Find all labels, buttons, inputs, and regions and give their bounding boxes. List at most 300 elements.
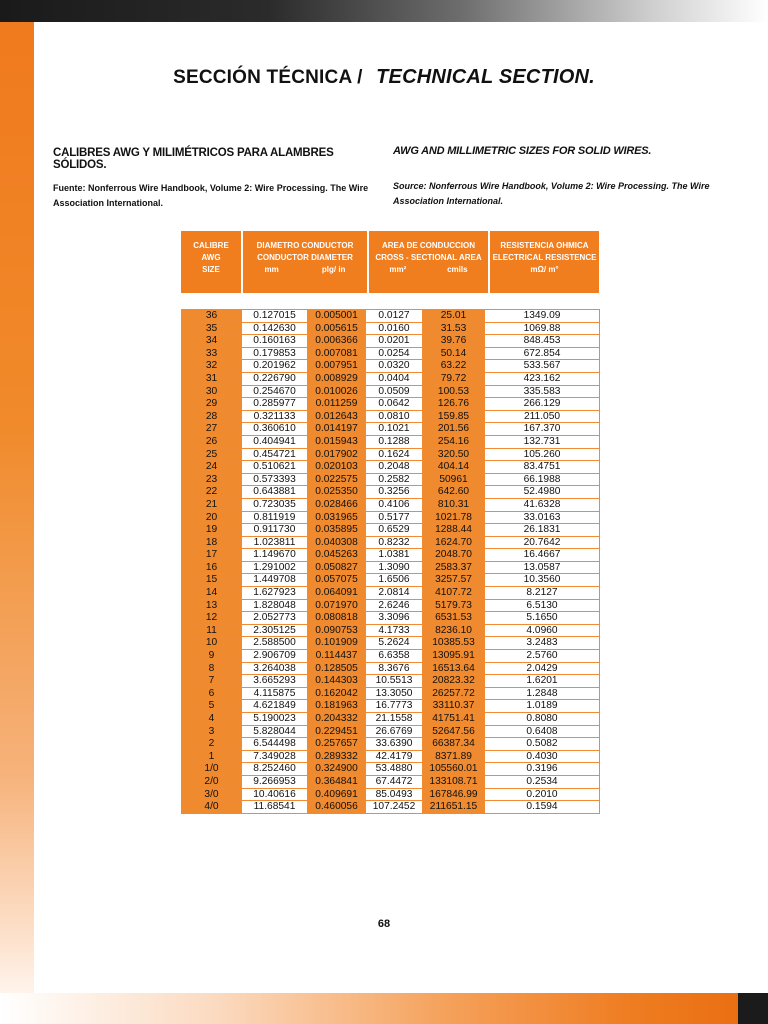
- cell-area-mm2: 2.6246: [366, 599, 423, 612]
- table-row: [182, 385, 600, 398]
- table-row: [182, 461, 600, 474]
- cell-diameter-mm: 2.906709: [242, 650, 308, 663]
- cell-area-mm2: 0.3256: [366, 486, 423, 499]
- cell-diameter-mm: 3.665293: [242, 675, 308, 688]
- table-row: [182, 599, 600, 612]
- cell-diameter-mm: 2.588500: [242, 637, 308, 650]
- cell-area-cmils: 31.53: [423, 322, 485, 335]
- cell-resistance: 266.129: [485, 398, 600, 411]
- header-calibre-line3: SIZE: [202, 265, 220, 274]
- cell-area-mm2: 5.2624: [366, 637, 423, 650]
- cell-diameter-in: 0.015943: [308, 435, 366, 448]
- cell-area-cmils: 254.16: [423, 435, 485, 448]
- top-gradient-band: [0, 0, 768, 22]
- cell-awg: 13: [182, 599, 242, 612]
- cell-area-cmils: 2048.70: [423, 549, 485, 562]
- cell-resistance: 105.260: [485, 448, 600, 461]
- cell-diameter-mm: 0.226790: [242, 372, 308, 385]
- cell-awg: 24: [182, 461, 242, 474]
- cell-resistance: 2.5760: [485, 650, 600, 663]
- cell-diameter-in: 0.005615: [308, 322, 366, 335]
- cell-diameter-in: 0.162042: [308, 687, 366, 700]
- cell-area-cmils: 10385.53: [423, 637, 485, 650]
- cell-area-cmils: 33110.37: [423, 700, 485, 713]
- cell-diameter-mm: 1.291002: [242, 561, 308, 574]
- table-row: [182, 738, 600, 751]
- cell-resistance: 1.2848: [485, 687, 600, 700]
- table-row: [182, 360, 600, 373]
- cell-awg: 6: [182, 687, 242, 700]
- cell-area-mm2: 0.4106: [366, 498, 423, 511]
- table-row: [182, 662, 600, 675]
- cell-resistance: 5.1650: [485, 612, 600, 625]
- cell-area-cmils: 66387.34: [423, 738, 485, 751]
- cell-area-mm2: 13.3050: [366, 687, 423, 700]
- cell-awg: 27: [182, 423, 242, 436]
- cell-diameter-mm: 6.544498: [242, 738, 308, 751]
- table-row: [182, 750, 600, 763]
- table-row: [182, 700, 600, 713]
- cell-area-cmils: 1288.44: [423, 524, 485, 537]
- cell-area-mm2: 21.1558: [366, 713, 423, 726]
- left-orange-band: [0, 22, 34, 1024]
- cell-awg: 4/0: [182, 801, 242, 814]
- table-row: [182, 335, 600, 348]
- cell-diameter-mm: 1.449708: [242, 574, 308, 587]
- bottom-orange-band: [0, 993, 738, 1024]
- cell-area-mm2: 0.0509: [366, 385, 423, 398]
- cell-awg: 18: [182, 536, 242, 549]
- cell-diameter-mm: 0.285977: [242, 398, 308, 411]
- cell-area-cmils: 126.76: [423, 398, 485, 411]
- cell-resistance: 10.3560: [485, 574, 600, 587]
- cell-diameter-mm: 0.911730: [242, 524, 308, 537]
- header-diametro-unit-mm: mm: [264, 265, 279, 274]
- title-english: TECHNICAL SECTION.: [376, 66, 595, 88]
- table-row: [182, 524, 600, 537]
- cell-area-cmils: 159.85: [423, 410, 485, 423]
- header-resistencia: [490, 231, 599, 293]
- table-row: [182, 675, 600, 688]
- cell-diameter-mm: 0.127015: [242, 310, 308, 323]
- cell-area-mm2: 1.6506: [366, 574, 423, 587]
- cell-resistance: 0.8080: [485, 713, 600, 726]
- cell-diameter-in: 0.007081: [308, 347, 366, 360]
- cell-awg: 12: [182, 612, 242, 625]
- cell-area-mm2: 0.1021: [366, 423, 423, 436]
- cell-diameter-mm: 7.349028: [242, 750, 308, 763]
- cell-diameter-in: 0.035895: [308, 524, 366, 537]
- cell-diameter-mm: 0.404941: [242, 435, 308, 448]
- cell-area-mm2: 4.1733: [366, 624, 423, 637]
- cell-area-cmils: 5179.73: [423, 599, 485, 612]
- cell-diameter-mm: 1.828048: [242, 599, 308, 612]
- cell-area-cmils: 50.14: [423, 347, 485, 360]
- table-row: [182, 549, 600, 562]
- cell-resistance: 33.0163: [485, 511, 600, 524]
- cell-resistance: 0.2010: [485, 788, 600, 801]
- cell-diameter-mm: 0.142630: [242, 322, 308, 335]
- cell-awg: 21: [182, 498, 242, 511]
- cell-diameter-mm: 2.052773: [242, 612, 308, 625]
- cell-awg: 5: [182, 700, 242, 713]
- cell-diameter-mm: 0.573393: [242, 473, 308, 486]
- table-row: [182, 624, 600, 637]
- cell-resistance: 423.162: [485, 372, 600, 385]
- table-row: [182, 788, 600, 801]
- cell-area-mm2: 0.0642: [366, 398, 423, 411]
- cell-resistance: 20.7642: [485, 536, 600, 549]
- cell-awg: 4: [182, 713, 242, 726]
- cell-diameter-in: 0.071970: [308, 599, 366, 612]
- cell-awg: 2/0: [182, 775, 242, 788]
- cell-area-mm2: 0.0320: [366, 360, 423, 373]
- cell-diameter-mm: 1.023811: [242, 536, 308, 549]
- cell-awg: 23: [182, 473, 242, 486]
- cell-area-mm2: 16.7773: [366, 700, 423, 713]
- cell-diameter-mm: 1.149670: [242, 549, 308, 562]
- cell-diameter-in: 0.064091: [308, 587, 366, 600]
- cell-area-mm2: 42.4179: [366, 750, 423, 763]
- cell-diameter-in: 0.101909: [308, 637, 366, 650]
- cell-resistance: 1.6201: [485, 675, 600, 688]
- cell-area-cmils: 4107.72: [423, 587, 485, 600]
- cell-area-cmils: 50961: [423, 473, 485, 486]
- cell-diameter-in: 0.025350: [308, 486, 366, 499]
- cell-area-cmils: 1021.78: [423, 511, 485, 524]
- cell-awg: 26: [182, 435, 242, 448]
- cell-diameter-in: 0.324900: [308, 763, 366, 776]
- table-row: [182, 725, 600, 738]
- cell-awg: 2: [182, 738, 242, 751]
- cell-resistance: 0.6408: [485, 725, 600, 738]
- header-area-line1: AREA DE CONDUCCION: [381, 241, 476, 250]
- cell-diameter-in: 0.017902: [308, 448, 366, 461]
- cell-resistance: 6.5130: [485, 599, 600, 612]
- cell-diameter-in: 0.057075: [308, 574, 366, 587]
- cell-awg: 32: [182, 360, 242, 373]
- table-row: [182, 410, 600, 423]
- table-row: [182, 650, 600, 663]
- cell-diameter-mm: 0.179853: [242, 347, 308, 360]
- cell-awg: 29: [182, 398, 242, 411]
- cell-area-cmils: 133108.71: [423, 775, 485, 788]
- cell-diameter-in: 0.128505: [308, 662, 366, 675]
- cell-diameter-mm: 4.621849: [242, 700, 308, 713]
- cell-diameter-in: 0.364841: [308, 775, 366, 788]
- cell-resistance: 52.4980: [485, 486, 600, 499]
- cell-area-cmils: 63.22: [423, 360, 485, 373]
- cell-area-mm2: 0.1624: [366, 448, 423, 461]
- cell-area-cmils: 320.50: [423, 448, 485, 461]
- cell-area-cmils: 39.76: [423, 335, 485, 348]
- cell-area-cmils: 26257.72: [423, 687, 485, 700]
- cell-area-mm2: 10.5513: [366, 675, 423, 688]
- cell-diameter-in: 0.460056: [308, 801, 366, 814]
- source-spanish: Fuente: Nonferrous Wire Handbook, Volume 2: Wire Processing. The Wire Association International.: [53, 183, 369, 208]
- cell-awg: 31: [182, 372, 242, 385]
- cell-diameter-in: 0.181963: [308, 700, 366, 713]
- cell-diameter-mm: 1.627923: [242, 587, 308, 600]
- cell-resistance: 13.0587: [485, 561, 600, 574]
- cell-resistance: 533.567: [485, 360, 600, 373]
- cell-diameter-mm: 0.510621: [242, 461, 308, 474]
- cell-diameter-mm: 0.723035: [242, 498, 308, 511]
- cell-area-mm2: 107.2452: [366, 801, 423, 814]
- cell-area-mm2: 3.3096: [366, 612, 423, 625]
- table-row: [182, 423, 600, 436]
- cell-resistance: 132.731: [485, 435, 600, 448]
- title-spanish: SECCIÓN TÉCNICA /: [173, 67, 363, 88]
- cell-area-cmils: 642.60: [423, 486, 485, 499]
- cell-awg: 25: [182, 448, 242, 461]
- cell-awg: 30: [182, 385, 242, 398]
- table-row: [182, 763, 600, 776]
- cell-area-cmils: 52647.56: [423, 725, 485, 738]
- cell-diameter-mm: 8.252460: [242, 763, 308, 776]
- cell-diameter-in: 0.014197: [308, 423, 366, 436]
- table-row: [182, 486, 600, 499]
- cell-awg: 34: [182, 335, 242, 348]
- cell-resistance: 211.050: [485, 410, 600, 423]
- cell-resistance: 0.2534: [485, 775, 600, 788]
- header-diametro-unit-in: plg/ in: [321, 265, 346, 274]
- cell-diameter-in: 0.090753: [308, 624, 366, 637]
- cell-diameter-in: 0.204332: [308, 713, 366, 726]
- cell-area-mm2: 0.0404: [366, 372, 423, 385]
- table-row: [182, 398, 600, 411]
- cell-area-mm2: 0.2582: [366, 473, 423, 486]
- cell-awg: 19: [182, 524, 242, 537]
- cell-area-cmils: 211651.15: [423, 801, 485, 814]
- cell-diameter-mm: 4.115875: [242, 687, 308, 700]
- cell-area-cmils: 3257.57: [423, 574, 485, 587]
- cell-awg: 1/0: [182, 763, 242, 776]
- cell-area-mm2: 0.8232: [366, 536, 423, 549]
- cell-resistance: 335.583: [485, 385, 600, 398]
- table-row: [182, 498, 600, 511]
- cell-area-mm2: 0.6529: [366, 524, 423, 537]
- cell-area-mm2: 2.0814: [366, 587, 423, 600]
- cell-diameter-mm: 3.264038: [242, 662, 308, 675]
- header-calibre-line1: CALIBRE: [193, 241, 229, 250]
- heading-english: AWG AND MILLIMETRIC SIZES FOR SOLID WIRES.: [393, 145, 652, 157]
- table-row: [182, 511, 600, 524]
- cell-diameter-in: 0.012643: [308, 410, 366, 423]
- cell-diameter-mm: 9.266953: [242, 775, 308, 788]
- cell-area-mm2: 85.0493: [366, 788, 423, 801]
- header-area-unit-cmils: cmils: [447, 265, 468, 274]
- cell-diameter-in: 0.005001: [308, 310, 366, 323]
- cell-area-cmils: 167846.99: [423, 788, 485, 801]
- cell-diameter-mm: 2.305125: [242, 624, 308, 637]
- table-row: [182, 347, 600, 360]
- cell-area-cmils: 404.14: [423, 461, 485, 474]
- cell-area-mm2: 1.3090: [366, 561, 423, 574]
- cell-area-cmils: 16513.64: [423, 662, 485, 675]
- cell-awg: 16: [182, 561, 242, 574]
- cell-area-cmils: 25.01: [423, 310, 485, 323]
- cell-diameter-mm: 0.160163: [242, 335, 308, 348]
- header-resistencia-line1: RESISTENCIA OHMICA: [500, 241, 589, 250]
- cell-resistance: 0.1594: [485, 801, 600, 814]
- table-row: [182, 587, 600, 600]
- cell-awg: 1: [182, 750, 242, 763]
- cell-area-mm2: 53.4880: [366, 763, 423, 776]
- cell-area-cmils: 6531.53: [423, 612, 485, 625]
- cell-diameter-in: 0.010026: [308, 385, 366, 398]
- cell-resistance: 672.854: [485, 347, 600, 360]
- header-resistencia-line2: ELECTRICAL RESISTENCE: [492, 253, 597, 262]
- cell-area-mm2: 0.5177: [366, 511, 423, 524]
- cell-awg: 35: [182, 322, 242, 335]
- table-row: [182, 435, 600, 448]
- cell-awg: 14: [182, 587, 242, 600]
- cell-area-mm2: 0.1288: [366, 435, 423, 448]
- header-resistencia-line3: mΩ/ m°: [530, 265, 559, 274]
- source-english: Source: Nonferrous Wire Handbook, Volume 2: Wire Processing. The Wire Association International.: [393, 181, 710, 206]
- cell-awg: 3: [182, 725, 242, 738]
- table-row: [182, 448, 600, 461]
- cell-awg: 17: [182, 549, 242, 562]
- cell-area-cmils: 13095.91: [423, 650, 485, 663]
- table-row: [182, 687, 600, 700]
- cell-area-cmils: 2583.37: [423, 561, 485, 574]
- cell-diameter-in: 0.050827: [308, 561, 366, 574]
- table-row: [182, 322, 600, 335]
- table-row: [182, 574, 600, 587]
- cell-awg: 33: [182, 347, 242, 360]
- table-row: [182, 473, 600, 486]
- cell-awg: 28: [182, 410, 242, 423]
- header-area-unit-mm2: mm²: [389, 265, 407, 274]
- cell-diameter-in: 0.011259: [308, 398, 366, 411]
- cell-area-mm2: 33.6390: [366, 738, 423, 751]
- cell-resistance: 0.3196: [485, 763, 600, 776]
- header-calibre-line2: AWG: [201, 253, 221, 262]
- cell-area-mm2: 0.0160: [366, 322, 423, 335]
- cell-area-mm2: 0.2048: [366, 461, 423, 474]
- cell-awg: 20: [182, 511, 242, 524]
- cell-area-mm2: 67.4472: [366, 775, 423, 788]
- cell-area-cmils: 105560.01: [423, 763, 485, 776]
- cell-diameter-in: 0.022575: [308, 473, 366, 486]
- heading-spanish: CALIBRES AWG Y MILIMÉTRICOS PARA ALAMBRES SÓLIDOS.: [53, 147, 334, 171]
- cell-resistance: 1.0189: [485, 700, 600, 713]
- cell-diameter-in: 0.289332: [308, 750, 366, 763]
- cell-diameter-mm: 0.360610: [242, 423, 308, 436]
- cell-resistance: 1069.88: [485, 322, 600, 335]
- cell-area-mm2: 0.0254: [366, 347, 423, 360]
- cell-resistance: 66.1988: [485, 473, 600, 486]
- cell-area-cmils: 79.72: [423, 372, 485, 385]
- cell-area-mm2: 0.0810: [366, 410, 423, 423]
- cell-diameter-in: 0.028466: [308, 498, 366, 511]
- table-row: [182, 536, 600, 549]
- cell-resistance: 16.4667: [485, 549, 600, 562]
- cell-diameter-mm: 0.643881: [242, 486, 308, 499]
- cell-diameter-in: 0.040308: [308, 536, 366, 549]
- cell-resistance: 848.453: [485, 335, 600, 348]
- cell-diameter-in: 0.045263: [308, 549, 366, 562]
- cell-resistance: 2.0429: [485, 662, 600, 675]
- table-row: [182, 775, 600, 788]
- awg-table: [181, 309, 599, 814]
- cell-area-cmils: 100.53: [423, 385, 485, 398]
- cell-area-mm2: 6.6358: [366, 650, 423, 663]
- cell-resistance: 1349.09: [485, 310, 600, 323]
- cell-resistance: 0.4030: [485, 750, 600, 763]
- cell-area-mm2: 0.0127: [366, 310, 423, 323]
- cell-diameter-mm: 0.811919: [242, 511, 308, 524]
- cell-diameter-mm: 0.321133: [242, 410, 308, 423]
- cell-diameter-mm: 5.828044: [242, 725, 308, 738]
- cell-diameter-in: 0.006366: [308, 335, 366, 348]
- header-diametro-line2: CONDUCTOR DIAMETER: [257, 253, 353, 262]
- cell-diameter-in: 0.007951: [308, 360, 366, 373]
- cell-area-cmils: 201.56: [423, 423, 485, 436]
- table-row: [182, 310, 600, 323]
- cell-diameter-in: 0.257657: [308, 738, 366, 751]
- cell-diameter-mm: 10.40616: [242, 788, 308, 801]
- cell-diameter-in: 0.020103: [308, 461, 366, 474]
- cell-awg: 22: [182, 486, 242, 499]
- cell-diameter-in: 0.031965: [308, 511, 366, 524]
- table-row: [182, 612, 600, 625]
- page-number: 68: [377, 918, 391, 930]
- cell-awg: 9: [182, 650, 242, 663]
- cell-diameter-in: 0.114437: [308, 650, 366, 663]
- cell-awg: 7: [182, 675, 242, 688]
- cell-awg: 15: [182, 574, 242, 587]
- table-row: [182, 561, 600, 574]
- header-diametro: [243, 231, 367, 293]
- cell-diameter-in: 0.080818: [308, 612, 366, 625]
- cell-diameter-in: 0.229451: [308, 725, 366, 738]
- cell-diameter-mm: 0.201962: [242, 360, 308, 373]
- cell-resistance: 3.2483: [485, 637, 600, 650]
- page-title: [0, 66, 768, 89]
- cell-diameter-mm: 11.68541: [242, 801, 308, 814]
- cell-area-cmils: 8236.10: [423, 624, 485, 637]
- cell-area-mm2: 26.6769: [366, 725, 423, 738]
- table-row: [182, 372, 600, 385]
- table-row: [182, 637, 600, 650]
- cell-diameter-in: 0.008929: [308, 372, 366, 385]
- cell-area-cmils: 1624.70: [423, 536, 485, 549]
- cell-awg: 36: [182, 310, 242, 323]
- cell-diameter-in: 0.144303: [308, 675, 366, 688]
- cell-awg: 3/0: [182, 788, 242, 801]
- cell-resistance: 83.4751: [485, 461, 600, 474]
- cell-area-mm2: 0.0201: [366, 335, 423, 348]
- cell-area-mm2: 8.3676: [366, 662, 423, 675]
- cell-area-cmils: 8371.89: [423, 750, 485, 763]
- cell-area-mm2: 1.0381: [366, 549, 423, 562]
- table-row: [182, 713, 600, 726]
- cell-diameter-mm: 0.454721: [242, 448, 308, 461]
- cell-resistance: 8.2127: [485, 587, 600, 600]
- header-area: [369, 231, 488, 293]
- cell-awg: 11: [182, 624, 242, 637]
- header-area-line2: CROSS - SECTIONAL AREA: [375, 253, 482, 262]
- cell-resistance: 0.5082: [485, 738, 600, 751]
- cell-diameter-mm: 5.190023: [242, 713, 308, 726]
- corner-block: [738, 993, 768, 1024]
- cell-resistance: 26.1831: [485, 524, 600, 537]
- cell-resistance: 167.370: [485, 423, 600, 436]
- cell-area-cmils: 810.31: [423, 498, 485, 511]
